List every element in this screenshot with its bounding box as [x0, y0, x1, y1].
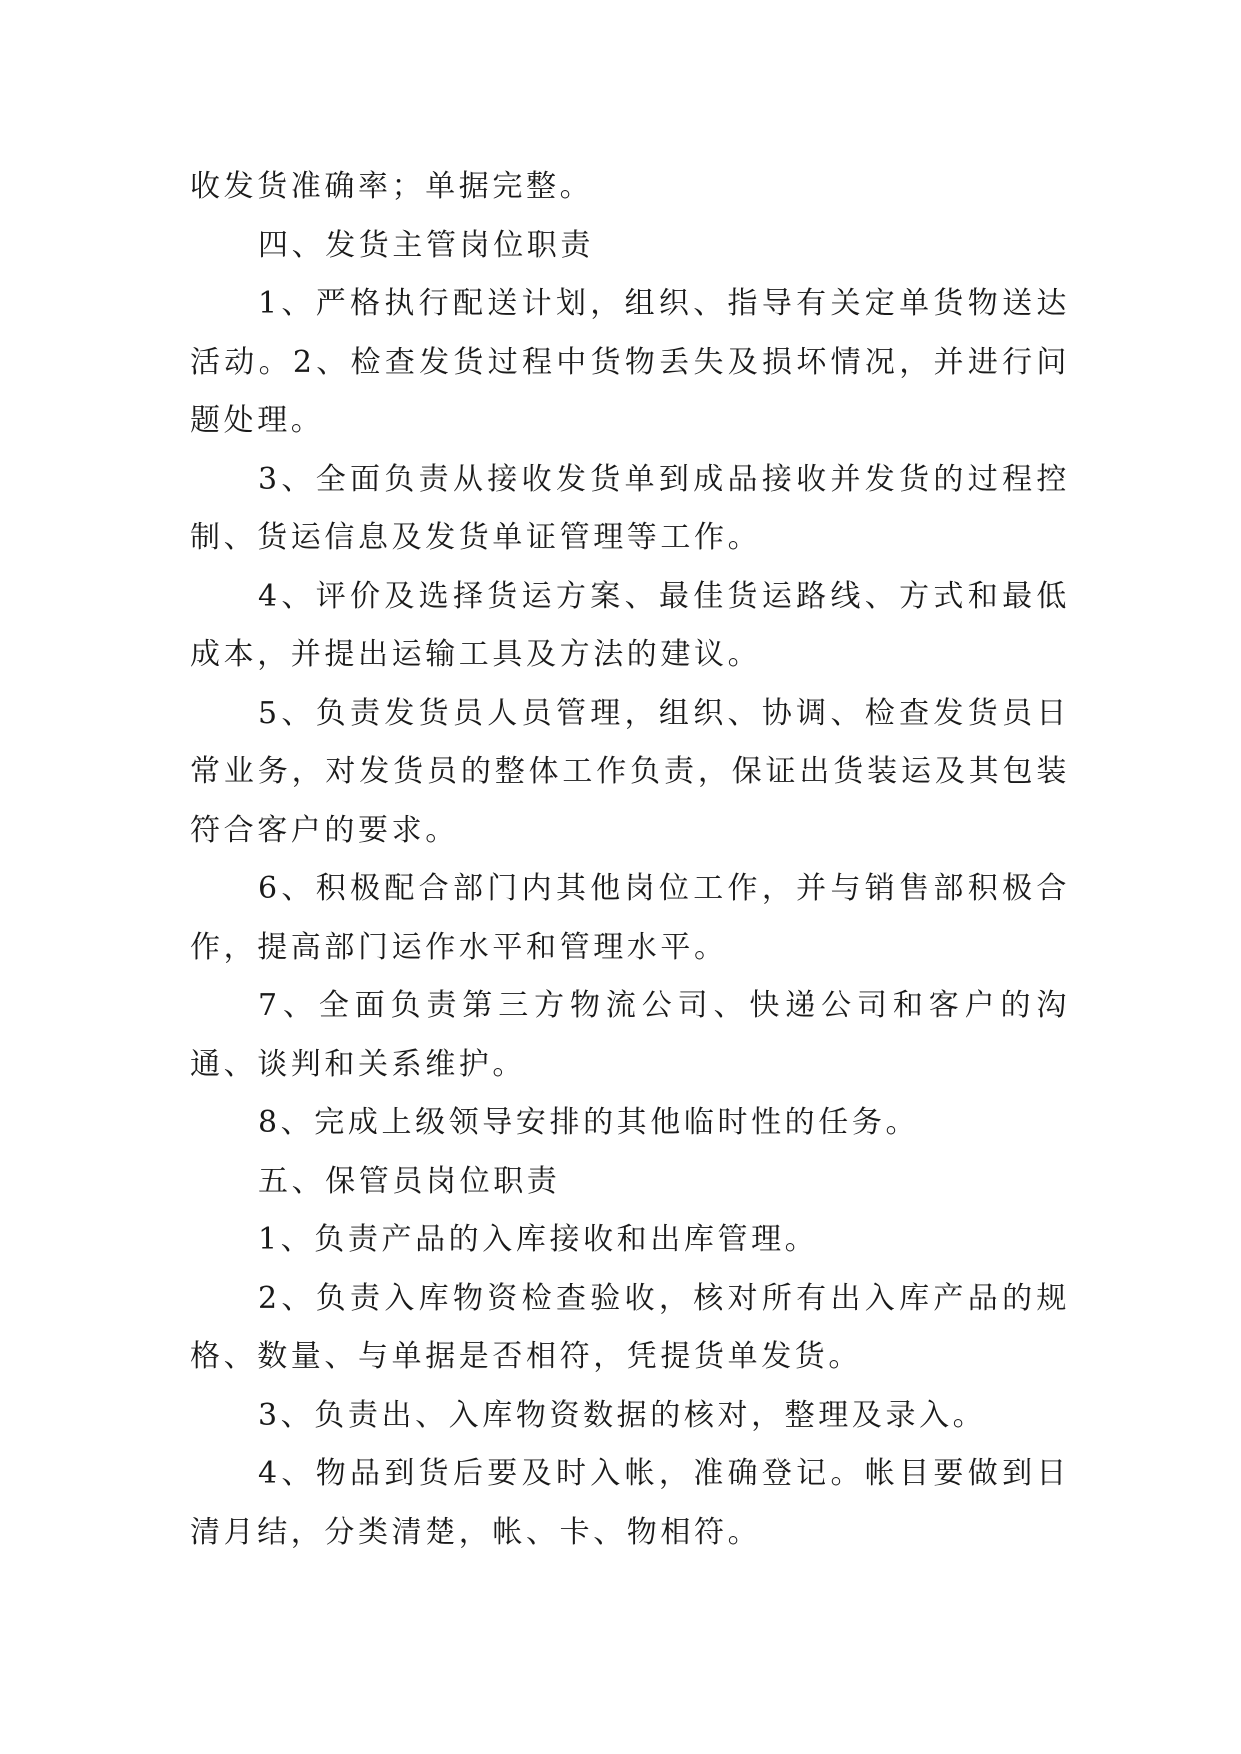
paragraph-item: 4、评价及选择货运方案、最佳货运路线、方式和最低成本，并提出运输工具及方法的建议。 — [190, 578, 1070, 672]
section-heading-custodian: 五、保管员岗位职责 — [258, 1163, 561, 1199]
paragraph-item: 8、完成上级领导安排的其他临时性的任务。 — [258, 1105, 920, 1140]
paragraph-item: 4、物品到货后要及时入帐，准确登记。帐目要做到日清月结，分类清楚，帐、卡、物相符。 — [190, 1456, 1070, 1550]
paragraph-item: 2、负责入库物资检查验收，核对所有出入库产品的规格、数量、与单据是否相符，凭提货单发货。 — [190, 1280, 1070, 1374]
section-heading-shipping-supervisor: 四、发货主管岗位职责 — [258, 227, 594, 263]
paragraph-continuation: 收发货准确率；单据完整。 — [190, 169, 594, 204]
paragraph-item: 7、全面负责第三方物流公司、快递公司和客户的沟通、谈判和关系维护。 — [190, 988, 1070, 1082]
paragraph-item: 1、负责产品的入库接收和出库管理。 — [258, 1222, 819, 1257]
paragraph-item: 3、负责出、入库物资数据的核对，整理及录入。 — [258, 1397, 987, 1433]
document-body — [190, 158, 1070, 1562]
paragraph-item: 1、严格执行配送计划，组织、指导有关定单货物送达活动。2、检查发货过程中货物丢失及损坏情况，并进行问题处理。 — [190, 286, 1070, 438]
paragraph-item: 6、积极配合部门内其他岗位工作，并与销售部积极合作，提高部门运作水平和管理水平。 — [190, 871, 1070, 965]
paragraph-item: 5、负责发货员人员管理，组织、协调、检查发货员日常业务，对发货员的整体工作负责，保证出货装运及其包装符合客户的要求。 — [190, 695, 1070, 848]
paragraph-item: 3、全面负责从接收发货单到成品接收并发货的过程控制、货运信息及发货单证管理等工作。 — [190, 461, 1070, 555]
